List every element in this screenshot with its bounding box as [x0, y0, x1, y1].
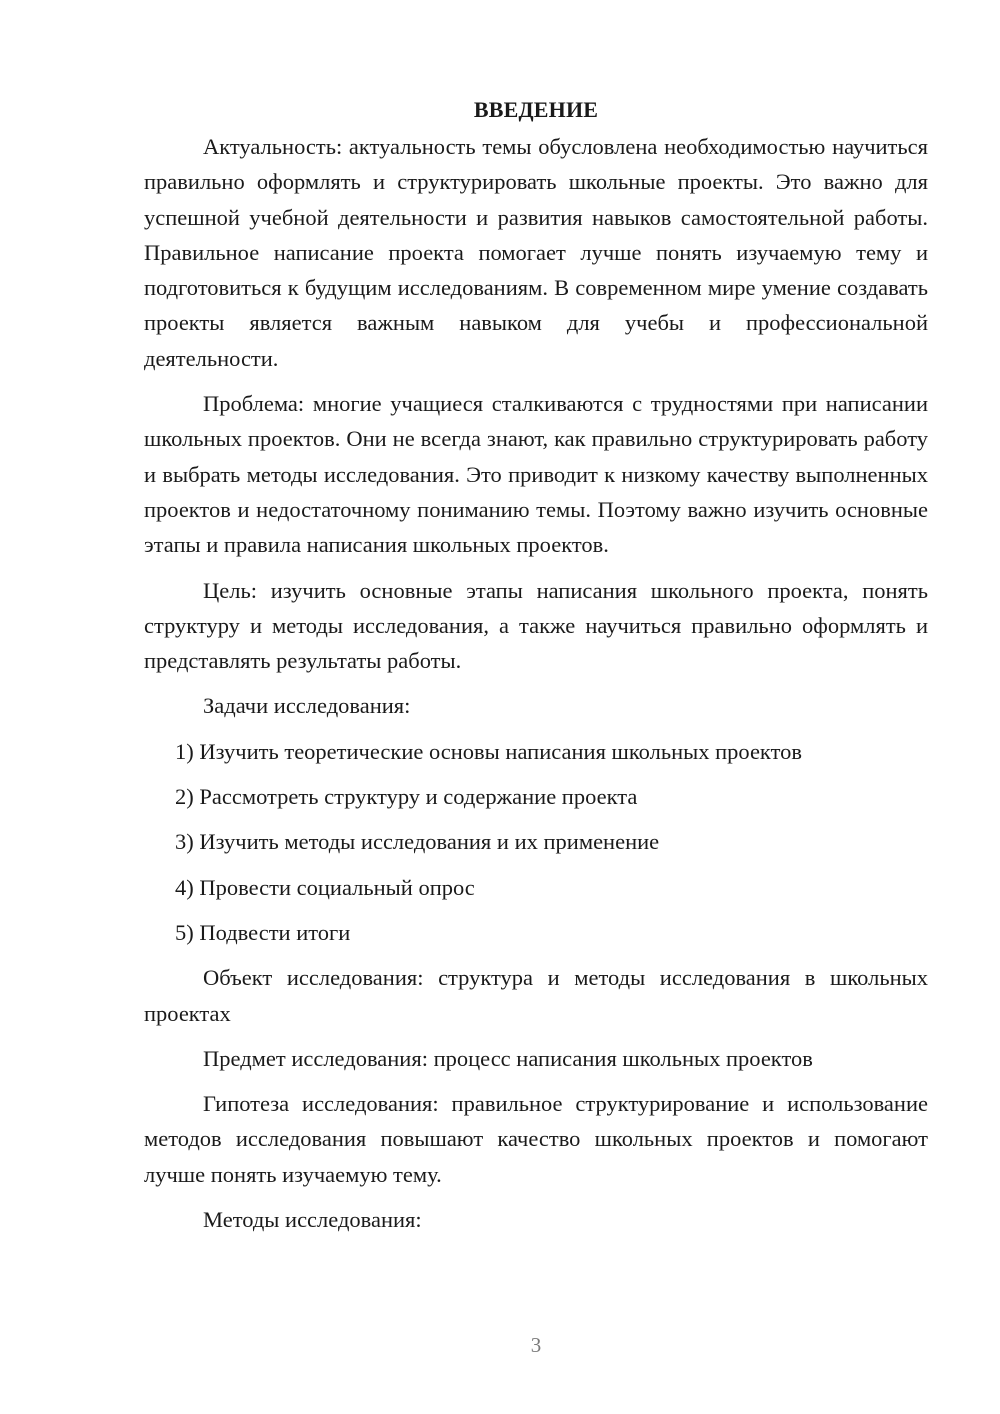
problem-paragraph: Проблема: многие учащиеся сталкиваются с трудностями при написании школьных проектов. Они не всегда знают, как правильно структурировать работу и выбрать методы исследования. Это приводит к низкому качеству выполненных проектов и недостаточному пониманию темы. Поэтому важно изучить основные этапы и правила написания школьных проектов.	[144, 391, 928, 558]
tasks-heading: Задачи исследования:	[203, 693, 411, 719]
section-title: ВВЕДЕНИЕ	[473, 97, 599, 122]
hypothesis-paragraph: Гипотеза исследования: правильное структурирование и использование методов исследования повышают качество школьных проектов и помогают лучше понять изучаемую тему.	[144, 1091, 928, 1187]
object-paragraph: Объект исследования: структура и методы исследования в школьных проектах	[144, 965, 928, 1026]
list-item: 4) Провести социальный опрос	[175, 874, 475, 900]
page-number: 3	[530, 1333, 542, 1357]
page-body	[144, 92, 928, 1247]
list-item: 5) Подвести итоги	[175, 919, 351, 945]
relevance-paragraph: Актуальность: актуальность темы обусловлена необходимостью научиться правильно оформлять и структурировать школьные проекты. Это важно для успешной учебной деятельности и развития навыков самостоятельной работы. Правильное написание проекта помогает лучше понять изучаемую тему и подготовиться к будущим исследованиям. В современном мире умение создавать проекты является важным навыком для учебы и профессиональной деятельности.	[144, 134, 928, 371]
subject-paragraph: Предмет исследования: процесс написания школьных проектов	[203, 1045, 813, 1071]
tasks-list	[144, 734, 928, 950]
list-item: 1) Изучить теоретические основы написания школьных проектов	[175, 738, 802, 764]
list-item: 2) Рассмотреть структуру и содержание проекта	[175, 784, 638, 810]
goal-paragraph: Цель: изучить основные этапы написания школьного проекта, понять структуру и методы исследования, а также научиться правильно оформлять и представлять результаты работы.	[144, 577, 928, 674]
list-item: 3) Изучить методы исследования и их применение	[175, 829, 660, 855]
methods-heading: Методы исследования:	[203, 1207, 422, 1233]
